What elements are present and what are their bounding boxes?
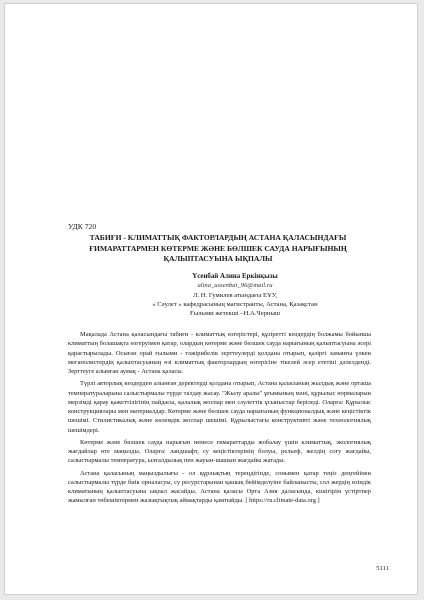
author-email: alina_ussenbai_96@mail.ru: [197, 282, 273, 290]
author-block: [125, 272, 345, 318]
author-department: « Сәулет » кафедрасының магистранты, Астана, Қазақстан: [152, 300, 318, 308]
author-supervisor: Ғылыми жетекші –Н.А.Черныш: [190, 310, 280, 318]
author-name: Үсенбай Алина Еркінқызы: [192, 273, 278, 280]
paragraph: Көтерме және бөлшек сауда нарығын немесе ғимараттарды жобалау үшін климаттық, экологиялық жағдайлар өте маңызды. Оларға: ландшафт, су кеңістіктерінің болуы, рельеф, желдің соғу жағдайы, салыстырмалы температура, ылғалдылық пен жауын-шашын жағдайы жатады.: [68, 438, 371, 465]
paragraph: Түрлі авторлық көздерден алынған деректерді қолдана отырып, Астана қаласының жылдық және орташа температураларына салыстырмалы түрде талдау жасау. "Жылу аралы" ұғымының мәні, құрылыс нормаларын мерзімді қарау қажеттілігінің пайдасы, қалалық жоспар мен сәулеттік ұсыныстар беріледі. Оларға: Құрылыс конструкциялары мен материалдар. Көтерме және бөлшек сауда нарығының функционалдық және кеңістіктік шешімі. Стилистикалық және көлемдік жоспар шешімі. Құрылыстағы конструктивті және технологиялық шешімдері.: [68, 380, 371, 434]
article-body: [68, 330, 371, 509]
paragraph: Астана қаласының маңыздылығы - ол құрлықтың тереңдігінде, сонымен қатар теңіз деңгейінен салыстырмалы түрде биік орналасуы, су ресурстарынан қашық бейімделуіне байланысты, сол жердің өзіндік климатының қалыптасуына ықпал жасайды. Астана қаласы Орта Азия даласында, кішігірім үстіртпер жамылған төбешіктермен жазықтықтық аймақтарды қамтыйды. [ https://ru.climate-data.org ]: [68, 469, 371, 505]
page-number: 5111: [376, 565, 389, 572]
paragraph: Мақалада Астана қаласындағы табиғи - климаттық өзгерістері, құзіретті көздердің болжамы бойынша климаттың болашақта өзгеруімен қатар, олардың көтерме және бөлшек сауда нарығының қалыптасуына әсері қарастырылады. Осыған орай ғылыми - тәжірибелік зерттеулерді қолдана отырып, қазіргі заманғы үлкен мегаполистердің қалыптасуының өзі климаттық факторлардың өзгерісіне тікелей әсер ететіні дәлелденді. Зерттеуге алынған аумақ - Астана қаласы.: [68, 331, 371, 375]
author-university: Л. Н. Гумилев атындағы ЕҰУ,: [193, 291, 277, 299]
document-page: [4, 3, 418, 595]
udc-code: УДК 720: [68, 222, 97, 231]
article-title: ТАБИҒИ - КЛИМАТТЫҚ ФАКТОРЛАРДЫҢ АСТАНА ҚАЛАСЫНДАҒЫ ҒИМАРАТТАРМЕН КӨТЕРМЕ ЖӘНЕ БӨЛШЕК САУДА НАРЫҒЫНЫҢ ҚАЛЫПТАСУЫНА ЫҚПАЛЫ: [89, 233, 347, 263]
